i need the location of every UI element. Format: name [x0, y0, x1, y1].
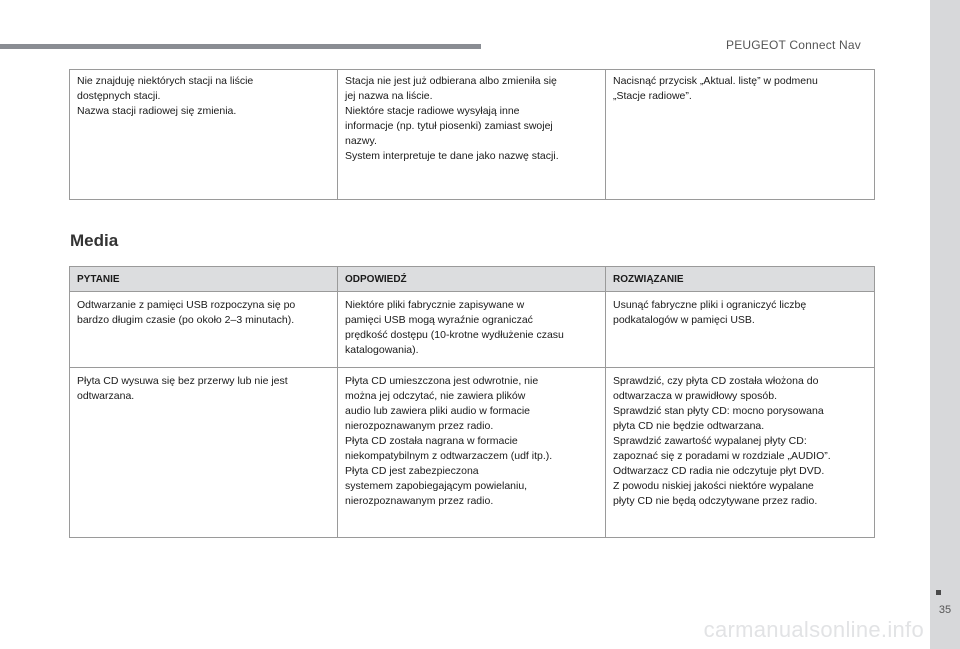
watermark: carmanualsonline.info [703, 617, 924, 642]
section-title: Media [70, 231, 119, 250]
answer-cell: Stacja nie jest już odbierana albo zmieniła się jej nazwa na liście. Niektóre stacje radiowe wysyłają inne informacje (np. tytuł piosenki) zamiast swojej nazwy. System interpretuje te dane jako nazwę stacji. [338, 70, 606, 200]
radio-troubleshooting-table [69, 69, 875, 200]
solution-cell: Sprawdzić, czy płyta CD została włożona do odtwarzacza w prawidłowy sposób. Sprawdzić stan płyty CD: mocno porysowana płyta CD nie będzie odtwarzana. Sprawdzić zawartość wypalanej płyty CD: zapoznać się z poradami w rozdziale „AUDIO”. Odtwarzacz CD radia nie odczytuje płyt DVD. Z powodu niskiej jakości niektóre wypalane płyty CD nie będą odczytywane przez radio. [606, 368, 875, 538]
solution-cell: Nacisnąć przycisk „Aktual. listę” w podmenu „Stacje radiowe”. [606, 70, 875, 200]
question-cell: Płyta CD wysuwa się bez przerwy lub nie jest odtwarzana. [70, 368, 338, 538]
header-rule [0, 44, 481, 49]
column-header-solution: ROZWIĄZANIE [606, 267, 875, 292]
solution-cell: Usunąć fabryczne pliki i ograniczyć liczbę podkatalogów w pamięci USB. [606, 292, 875, 368]
column-header-answer: ODPOWIEDŹ [338, 267, 606, 292]
page-marker [936, 590, 941, 595]
table-row [70, 70, 875, 200]
media-troubleshooting-table [69, 266, 875, 538]
answer-cell: Płyta CD umieszczona jest odwrotnie, nie można jej odczytać, nie zawiera plików audio lub zawiera pliki audio w formacie nierozpoznawanym przez radio. Płyta CD została nagrana w formacie niekompatybilnym z odtwarzaczem (udf itp.). Płyta CD jest zabezpieczona systemem zapobiegającym powielaniu, nierozpoznawanym przez radio. [338, 368, 606, 538]
table-header-row [70, 267, 875, 292]
answer-cell: Niektóre pliki fabrycznie zapisywane w pamięci USB mogą wyraźnie ograniczać prędkość dostępu (10-krotne wydłużenie czasu katalogowania). [338, 292, 606, 368]
column-header-question: PYTANIE [70, 267, 338, 292]
side-band [930, 0, 960, 649]
page-number: 35 [938, 604, 952, 616]
question-cell: Odtwarzanie z pamięci USB rozpoczyna się po bardzo długim czasie (po około 2–3 minutach). [70, 292, 338, 368]
header-title: PEUGEOT Connect Nav [726, 38, 861, 52]
question-cell: Nie znajduję niektórych stacji na liście dostępnych stacji. Nazwa stacji radiowej się zmienia. [70, 70, 338, 200]
table-row [70, 368, 875, 538]
table-row [70, 292, 875, 368]
